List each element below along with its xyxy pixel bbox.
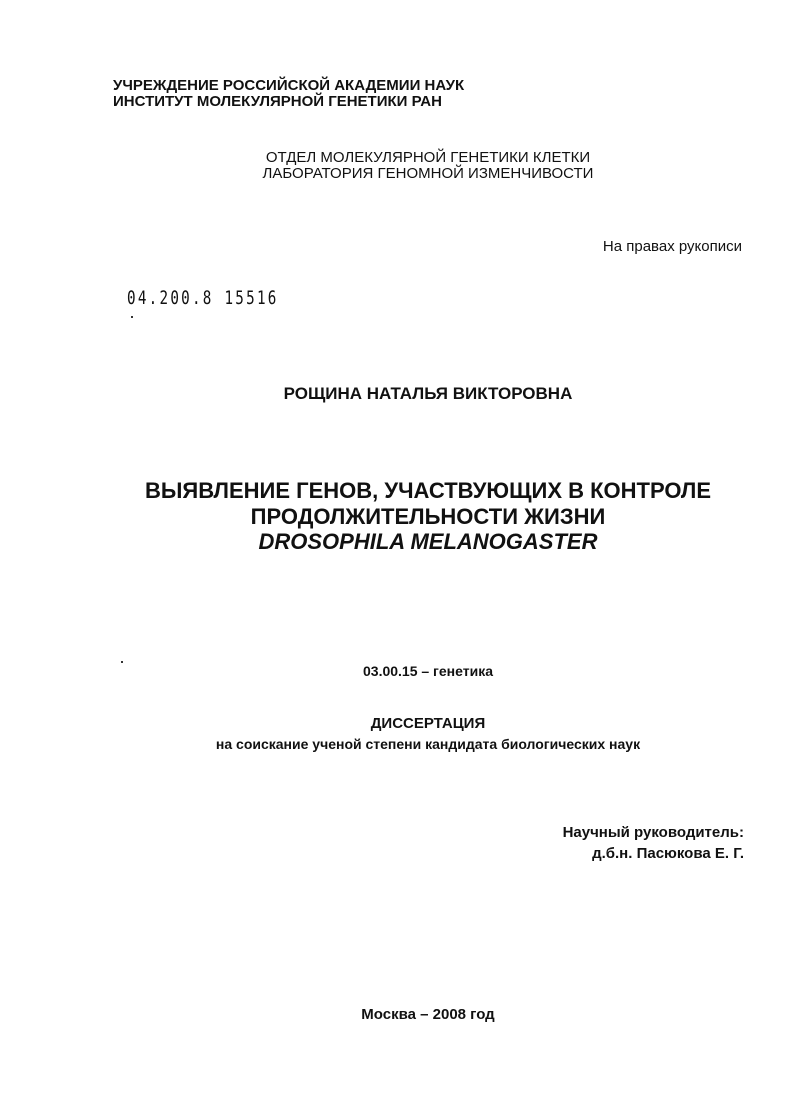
title-line-3: DROSOPHILA MELANOGASTER — [258, 529, 598, 554]
department-line-1: ОТДЕЛ МОЛЕКУЛЯРНОЙ ГЕНЕТИКИ КЛЕТКИ — [265, 149, 591, 166]
title-line-2: ПРОДОЛЖИТЕЛЬНОСТИ ЖИЗНИ — [250, 504, 606, 529]
specialty: 03.00.15 – генетика — [363, 663, 493, 679]
department-line-2: ЛАБОРАТОРИЯ ГЕНОМНОЙ ИЗМЕНЧИВОСТИ — [262, 165, 594, 182]
supervisor-name: д.б.н. Пасюкова Е. Г. — [592, 845, 744, 862]
scan-speck — [131, 316, 133, 318]
manuscript-note: На правах рукописи — [602, 238, 742, 255]
title-line-1: ВЫЯВЛЕНИЕ ГЕНОВ, УЧАСТВУЮЩИХ В КОНТРОЛЕ — [144, 478, 712, 503]
document-type: ДИССЕРТАЦИЯ — [370, 715, 486, 732]
institution-line-2: ИНСТИТУТ МОЛЕКУЛЯРНОЙ ГЕНЕТИКИ РАН — [113, 93, 442, 110]
place-and-year: Москва – 2008 год — [361, 1006, 495, 1023]
institution-line-1: УЧРЕЖДЕНИЕ РОССИЙСКОЙ АКАДЕМИИ НАУК — [113, 77, 465, 94]
archive-stamp-code: 04.200.8 15516 — [127, 287, 279, 309]
scan-speck — [121, 661, 123, 663]
degree-description: на соискание ученой степени кандидата биологических наук — [215, 736, 641, 752]
author-name: РОЩИНА НАТАЛЬЯ ВИКТОРОВНА — [283, 384, 573, 403]
supervisor-label: Научный руководитель: — [562, 824, 744, 841]
